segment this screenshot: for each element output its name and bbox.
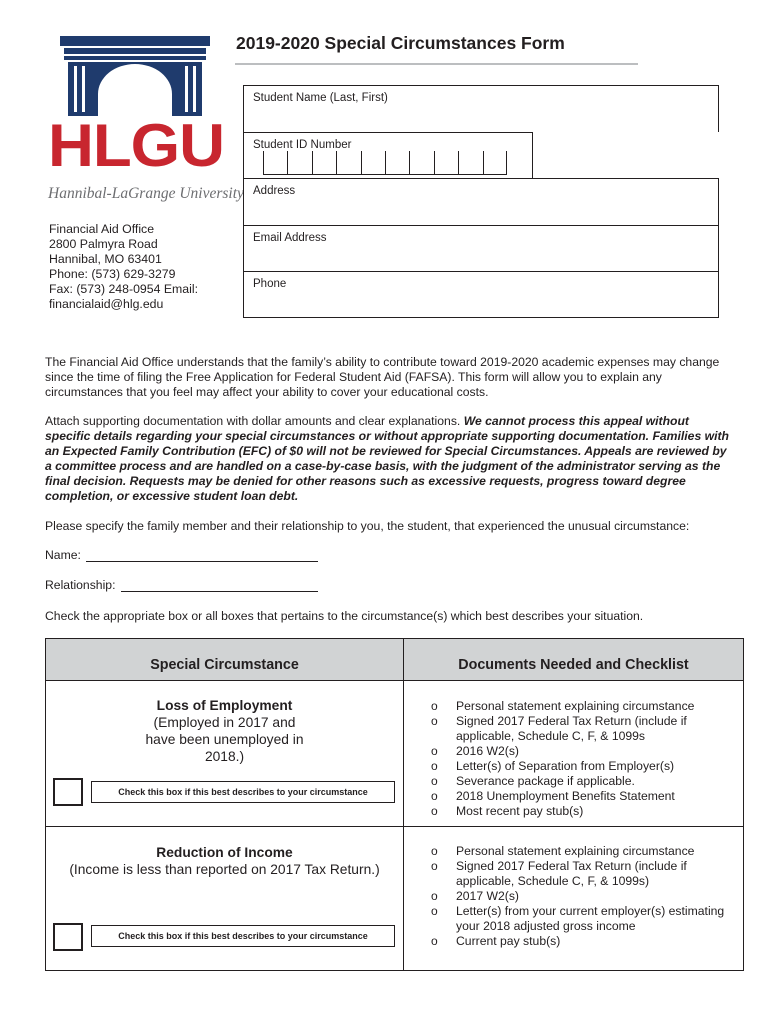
list-item: o Signed 2017 Federal Tax Return (include if applicable, Schedule C, F, & 1099s) (426, 859, 746, 889)
circumstance-description-line: have been unemployed in (145, 732, 304, 747)
id-digit-cell[interactable] (312, 151, 336, 175)
relationship-label: Relationship: (45, 578, 116, 592)
list-item: o Severance package if applicable. (426, 774, 746, 789)
arch-logo-icon (60, 36, 210, 116)
office-contact-block (49, 222, 198, 312)
circumstance-description-line: 2018.) (204, 749, 245, 764)
id-digit-cell[interactable] (263, 151, 287, 175)
student-id-digit-cells[interactable] (263, 151, 507, 175)
id-digit-cell[interactable] (385, 151, 409, 175)
id-digit-cell[interactable] (434, 151, 458, 175)
student-id-field[interactable] (243, 132, 533, 178)
circumstance-checkbox[interactable] (53, 923, 83, 951)
list-item: o Personal statement explaining circumstance (426, 699, 746, 714)
list-item: o Letter(s) from your current employer(s) estimating your 2018 adjusted gross income (426, 904, 746, 934)
email-field[interactable] (243, 225, 719, 271)
header-documents-needed: Documents Needed and Checklist (458, 657, 689, 673)
id-digit-cell[interactable] (409, 151, 433, 175)
logo-university-name: Hannibal-LaGrange University (48, 185, 244, 202)
header-special-circumstance: Special Circumstance (150, 657, 299, 673)
list-item: o 2017 W2(s) (426, 889, 746, 904)
logo-wordmark: HLGU (48, 112, 224, 179)
office-phone: Phone: (573) 629-3279 (49, 267, 176, 281)
list-item: o Current pay stub(s) (426, 934, 746, 949)
appeal-policy-text: We cannot process this appeal without specific details regarding your special circumstances or without appropriate supporting documentation. Families with an Expected Family Contribution (EFC) of $0 will not be reviewed for Special Circumstances. Appeals are reviewed by a committee process and are handled on a case-by-case basis, with the judgment of the administrator serving as the final decision. Requests may be denied for other reasons such as excessive requests, progress toward degree completion, or excessive student loan debt. (45, 414, 729, 503)
circumstance-checkbox[interactable] (53, 778, 83, 806)
title-divider (235, 63, 638, 65)
list-item: o 2016 W2(s) (426, 744, 746, 759)
address-label: Address (253, 185, 296, 197)
list-item: o Personal statement explaining circumstance (426, 844, 746, 859)
student-id-label: Student ID Number (253, 139, 352, 151)
check-instruction: Check the appropriate box or all boxes that pertains to the circumstance(s) which best describes your situation. (45, 609, 644, 623)
email-label: Email Address (253, 232, 327, 244)
id-digit-cell[interactable] (361, 151, 385, 175)
intro-paragraph: The Financial Aid Office understands that the family’s ability to contribute toward 2019-2020 academic expenses may change since the time of filing the Free Application for Federal Student Aid (FAFSA). This form will allow you to explain any circumstances that you feel may affect your ability to cover your educational costs. (45, 355, 720, 399)
office-name: Financial Aid Office (49, 222, 155, 236)
office-city: Hannibal, MO 63401 (49, 252, 162, 266)
student-name-label: Student Name (Last, First) (253, 92, 388, 104)
id-digit-cell[interactable] (287, 151, 311, 175)
documentation-paragraph (45, 414, 735, 504)
id-digit-cell[interactable] (336, 151, 360, 175)
phone-label: Phone (253, 278, 287, 290)
circumstance-description-line: (Income is less than reported on 2017 Tax Return.) (69, 862, 380, 877)
circumstance-title: Loss of Employment (156, 698, 293, 713)
documentation-instruction: Attach supporting documentation with dollar amounts and clear explanations. (45, 414, 464, 428)
phone-field[interactable] (243, 271, 719, 318)
office-fax-email-label: Fax: (573) 248-0954 Email: (49, 282, 199, 296)
office-email[interactable]: financialaid@hlg.edu (49, 297, 164, 311)
id-digit-cell[interactable] (483, 151, 507, 175)
checkbox-label: Check this box if this best describes to your circumstance (91, 781, 395, 803)
name-label: Name: (45, 548, 81, 562)
circumstance-title: Reduction of Income (156, 845, 293, 860)
list-item: o Letter(s) of Separation from Employer(s) (426, 759, 746, 774)
office-street: 2800 Palmyra Road (49, 237, 158, 251)
column-divider (403, 639, 404, 970)
name-input-line[interactable] (86, 561, 318, 562)
list-item: o Most recent pay stub(s) (426, 804, 746, 819)
address-field[interactable] (243, 178, 719, 225)
student-name-field[interactable] (243, 85, 719, 132)
circumstances-table (45, 638, 744, 971)
relationship-input-line[interactable] (121, 591, 318, 592)
list-item: o 2018 Unemployment Benefits Statement (426, 789, 746, 804)
documents-checklist (426, 844, 746, 949)
table-header-row (46, 639, 743, 681)
form-title: 2019-2020 Special Circumstances Form (236, 33, 565, 53)
id-digit-cell[interactable] (458, 151, 482, 175)
checkbox-label: Check this box if this best describes to your circumstance (91, 925, 395, 947)
list-item: o Signed 2017 Federal Tax Return (include if applicable, Schedule C, F, & 1099s (426, 714, 746, 744)
family-member-instruction: Please specify the family member and their relationship to you, the student, that experienced the unusual circumstance: (45, 519, 690, 533)
documents-checklist (426, 699, 746, 819)
circumstance-description-line: (Employed in 2017 and (153, 715, 296, 730)
row-divider (46, 826, 743, 827)
university-logo (48, 30, 244, 205)
